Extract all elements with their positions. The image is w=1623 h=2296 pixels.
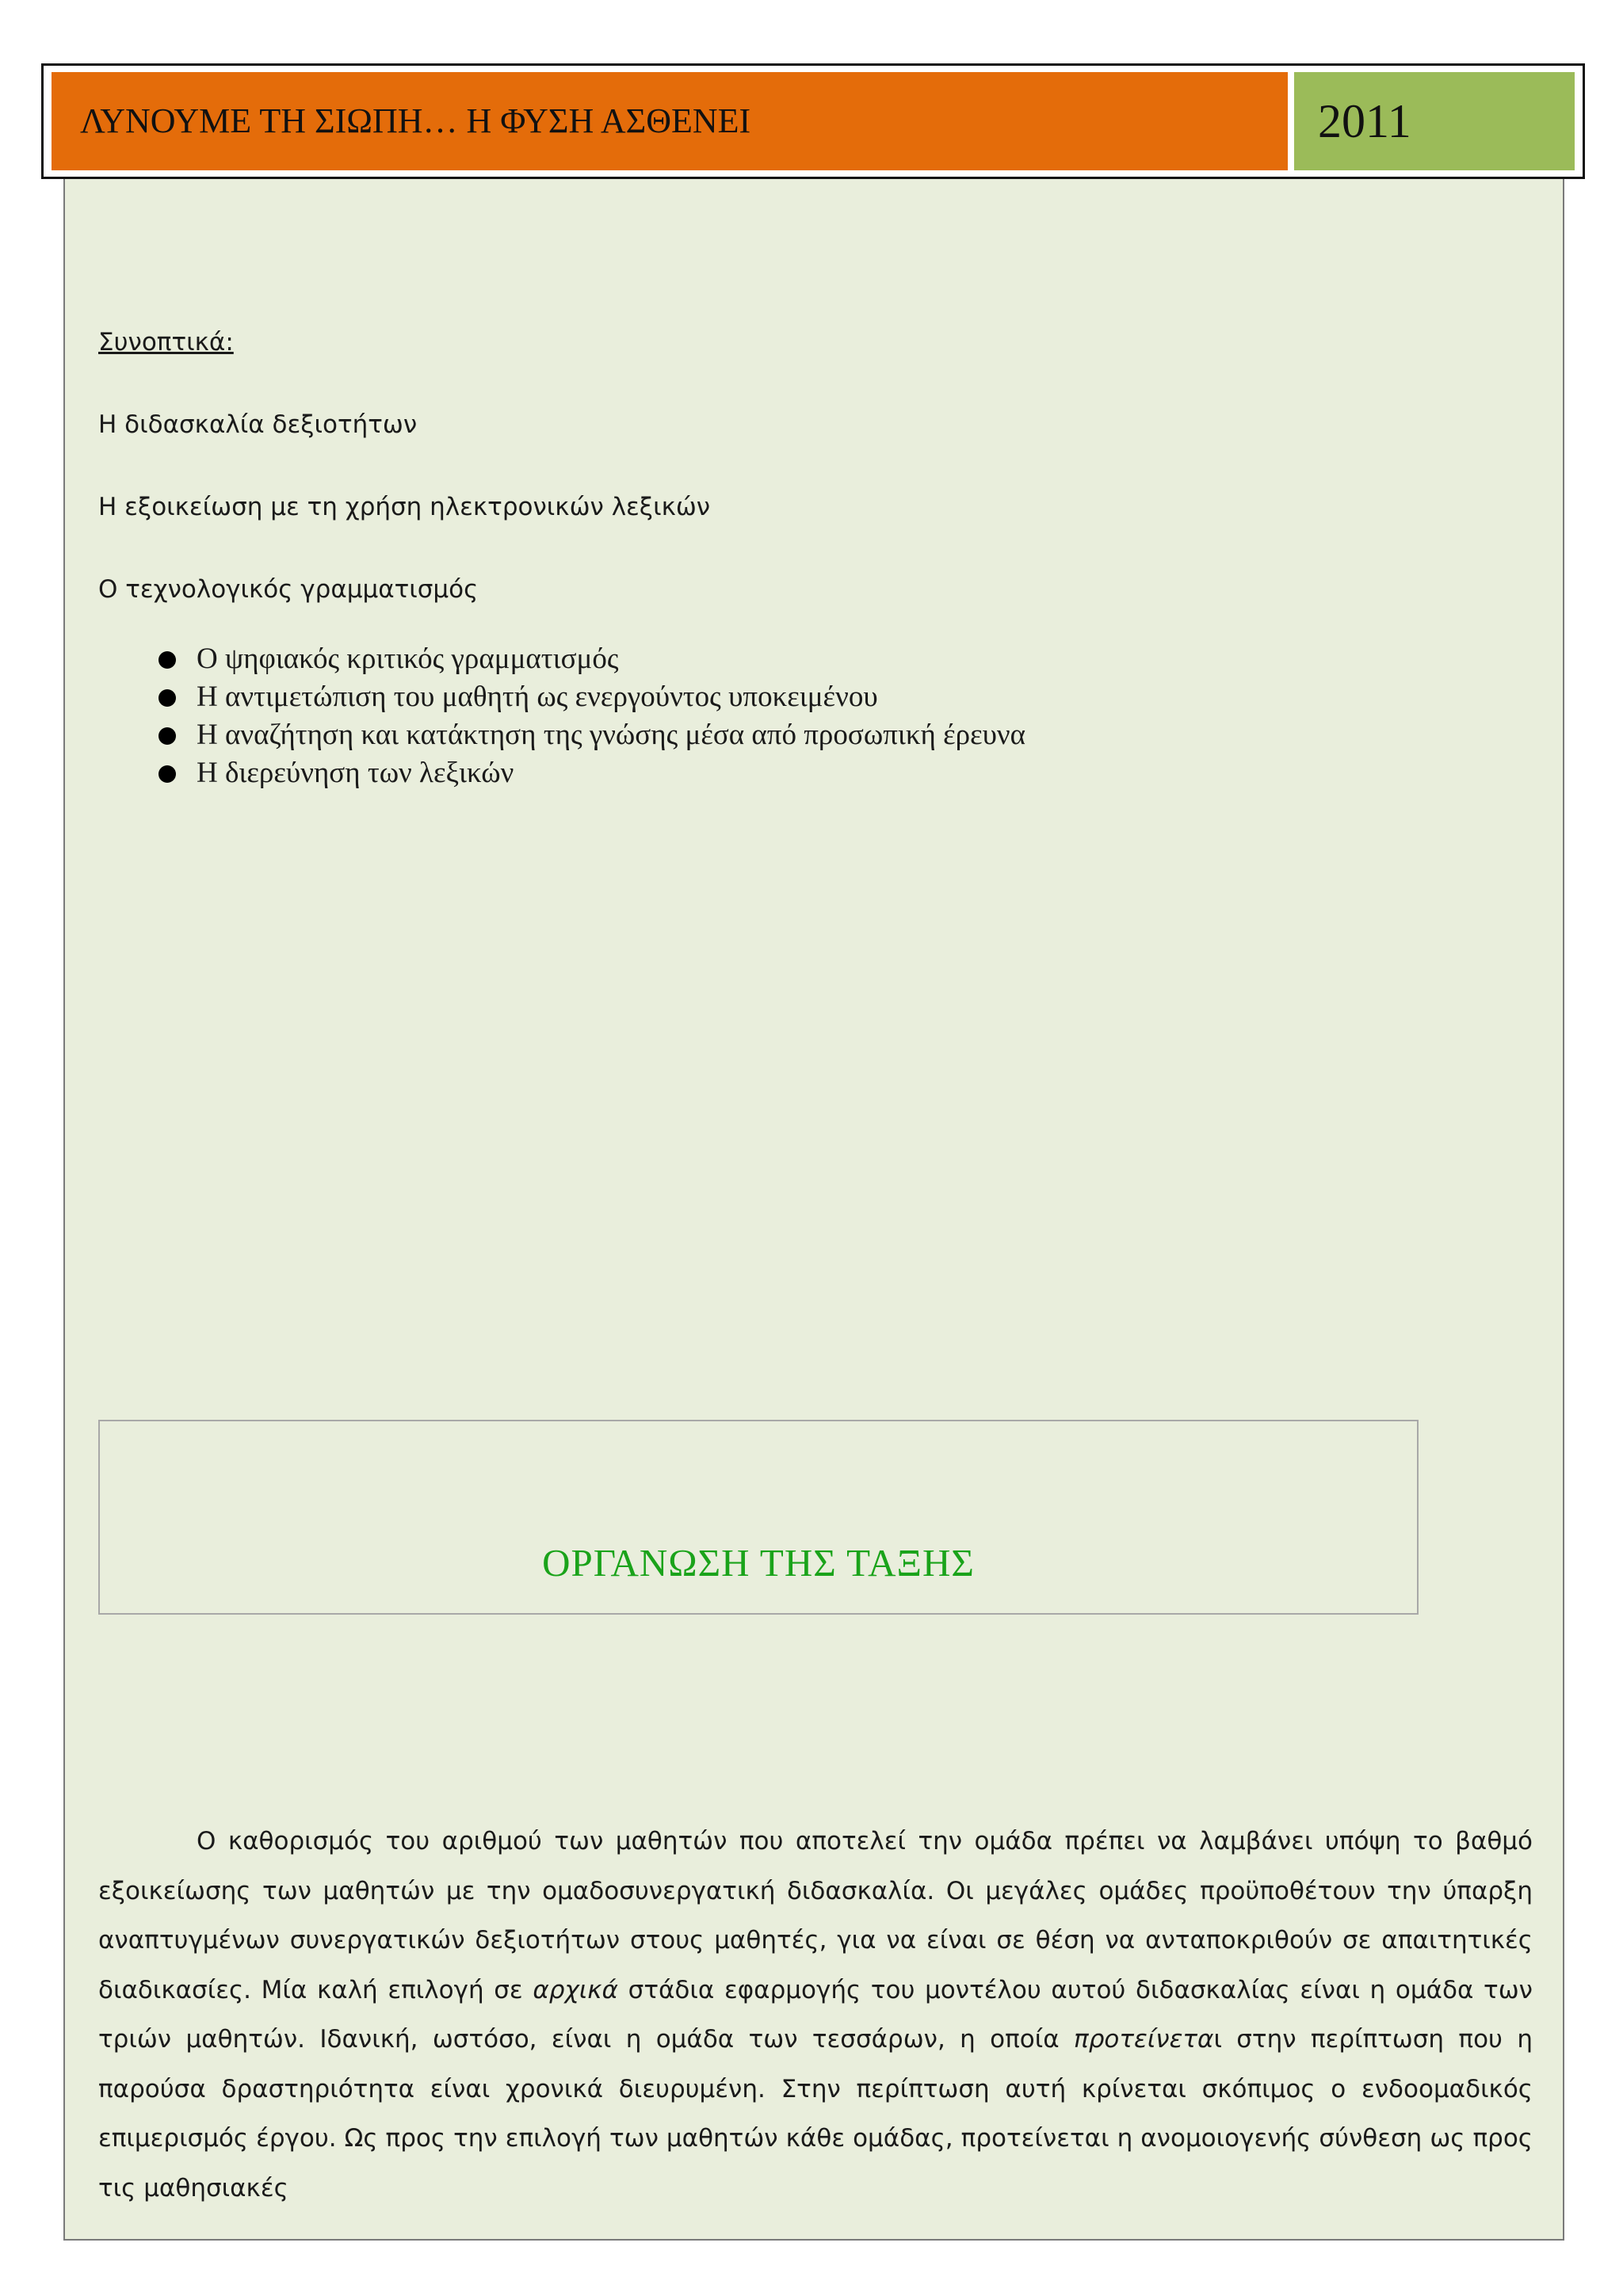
bullet-icon: [158, 765, 176, 783]
bullet-item: [158, 640, 1025, 678]
summary-line: Ο τεχνολογικός γραμματισμός: [98, 575, 479, 604]
summary-heading: Συνοπτικά:: [98, 328, 234, 357]
section-title: ΟΡΓΑΝΩΣΗ ΤΗΣ ΤΑΞΗΣ: [542, 1541, 975, 1585]
bullet-icon: [158, 689, 176, 707]
paragraph-text: στάδια εφαρμογής του μοντέλου αυτού διδασκαλίας είναι η ομάδα των τριών μαθητών. Ιδανική, ωστόσο, είναι η ομάδα των τεσσάρων, η οποία: [98, 1975, 1533, 2054]
bullet-text: Η αντιμετώπιση του μαθητή ως ενεργούντος υποκειμένου: [197, 681, 878, 713]
page-header: [41, 63, 1585, 179]
bullet-icon: [158, 727, 176, 745]
emphasis-text: προτείνετα: [1074, 2025, 1214, 2054]
emphasis-text: αρχικά: [533, 1975, 618, 2004]
header-year-band: [1294, 72, 1575, 170]
bullet-item: [158, 716, 1025, 754]
bullet-item: [158, 678, 1025, 716]
header-year: 2011: [1318, 95, 1411, 147]
summary-line: Η διδασκαλία δεξιοτήτων: [98, 410, 418, 439]
summary-line: Η εξοικείωση με τη χρήση ηλεκτρονικών λεξικών: [98, 493, 711, 521]
bullet-text: Ο ψηφιακός κριτικός γραμματισμός: [197, 643, 619, 675]
section-heading-box: [98, 1420, 1419, 1615]
bullet-list: [158, 640, 1025, 792]
paragraph-text: ι στην περίπτωση που η παρούσα δραστηριότητα είναι χρονικά διευρυμένη. Στην περίπτωση αυτή κρίνεται σκόπιμος ο ενδοομαδικός επιμερισμός έργου. Ως προς την επιλογή των μαθητών κάθε ομάδας, προτείνεται η ανομοιογενής σύνθεση ως προς τις μαθησιακές: [98, 2025, 1533, 2203]
bullet-icon: [158, 651, 176, 669]
bullet-item: [158, 754, 1025, 792]
header-title-band: [52, 72, 1288, 170]
paragraph-text: Ο καθορισμός του αριθμού των μαθητών που αποτελεί την ομάδα πρέπει να λαμβάνει υπόψη το βαθμό εξοικείωσης των μαθητών με την ομαδοσυνεργατική διδασκαλία. Οι μεγάλες ομάδες προϋποθέτουν την ύπαρξη αναπτυγμένων συνεργατικών δεξιοτήτων στους μαθητές, για να είναι σε θέση να ανταποκριθούν σε απαιτητικές διαδικασίες. Μία καλή επιλογή σε: [98, 1827, 1533, 2004]
bullet-text: Η διερεύνηση των λεξικών: [197, 757, 514, 789]
bullet-text: Η αναζήτηση και κατάκτηση της γνώσης μέσα από προσωπική έρευνα: [197, 719, 1026, 751]
header-title: ΛΥΝΟΥΜΕ ΤΗ ΣΙΩΠΗ… Η ΦΥΣΗ ΑΣΘΕΝΕΙ: [80, 101, 751, 140]
body-paragraph: [98, 1817, 1533, 2213]
